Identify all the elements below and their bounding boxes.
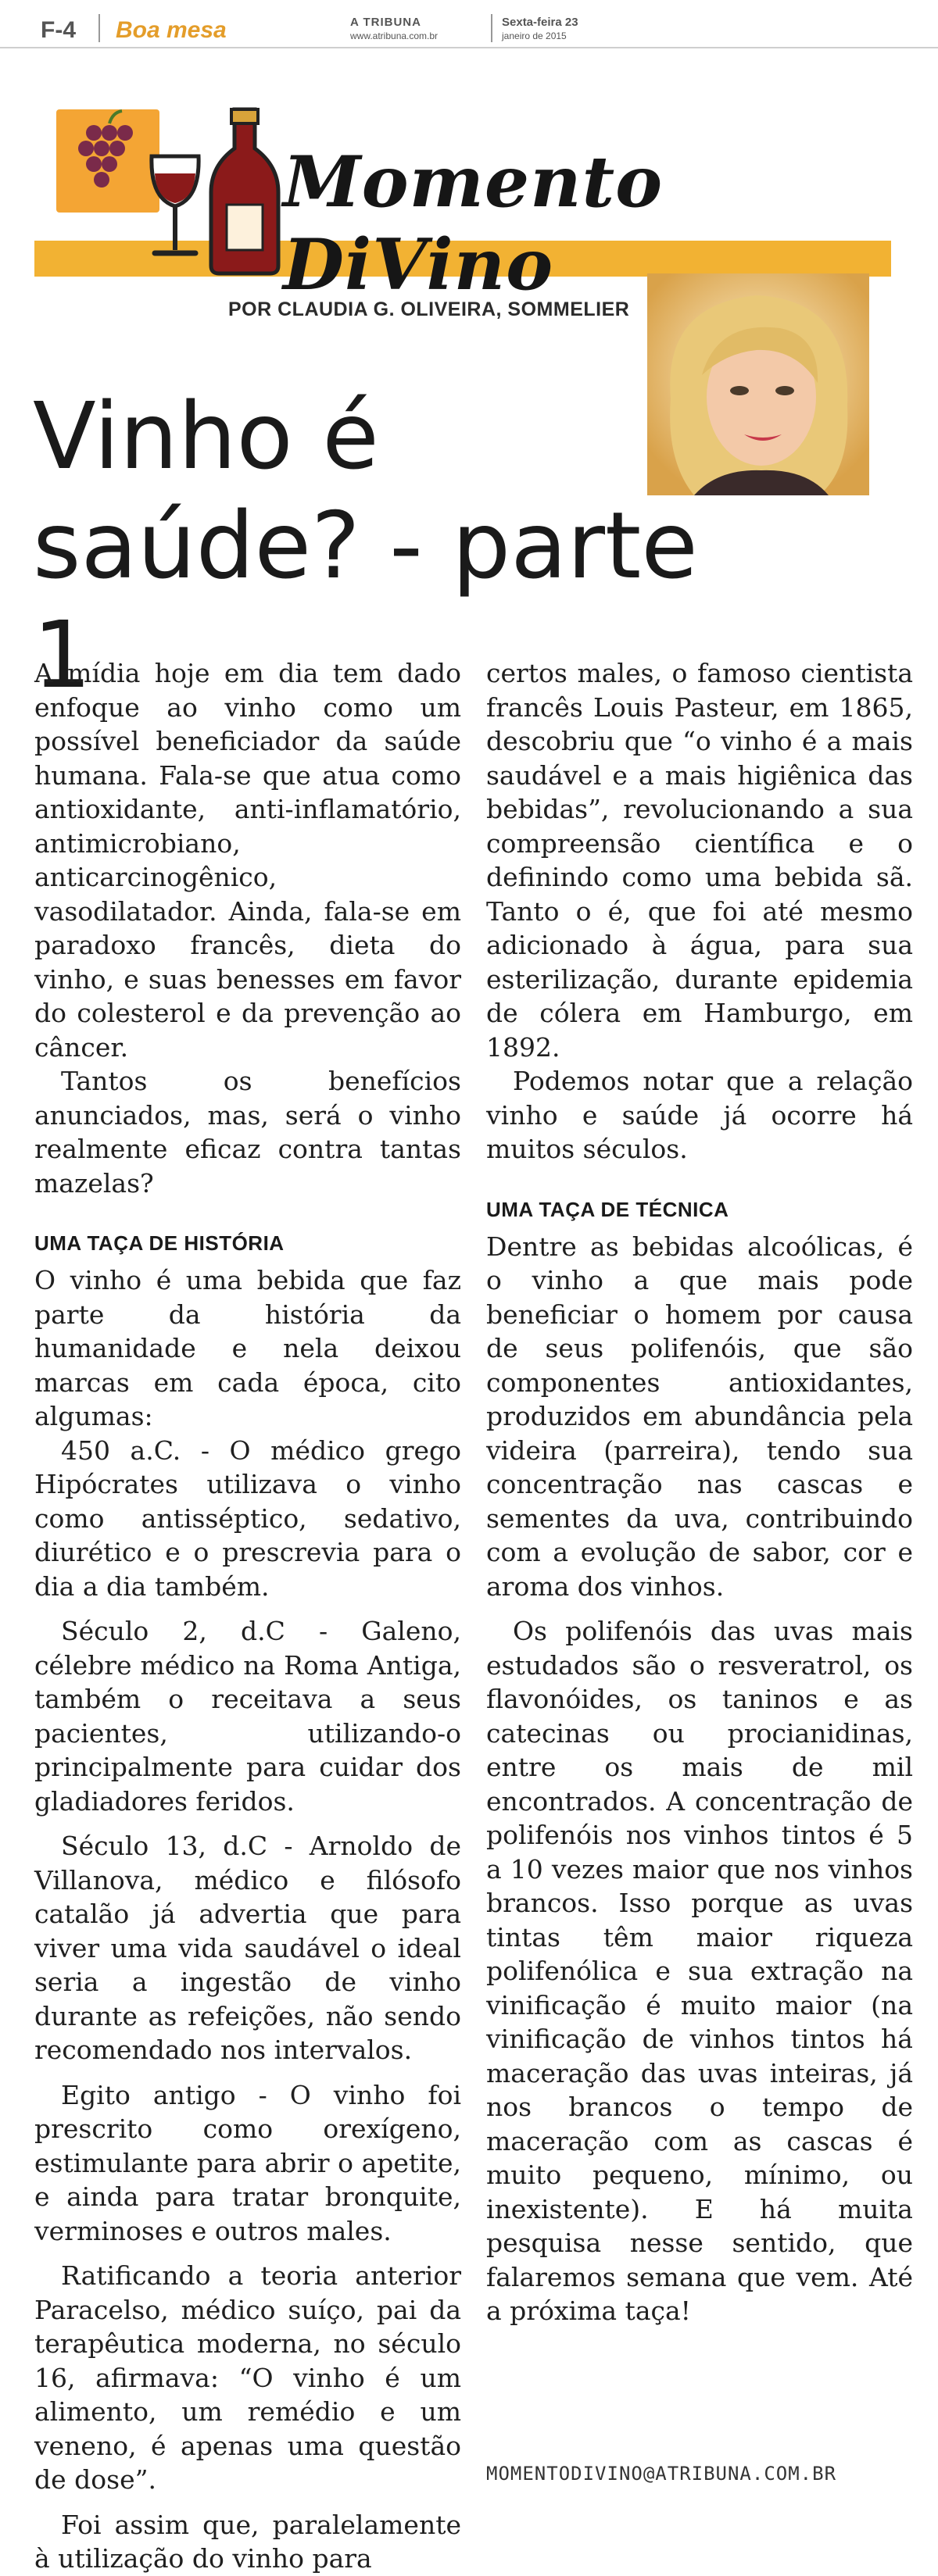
section-name: Boa mesa — [116, 17, 227, 43]
headline-line-2: saúde? - parte 1 — [33, 491, 698, 709]
article-column-left — [34, 656, 461, 2574]
paragraph: Ratificando a teoria anterior Paracelso, médico suíço, pai da terapêutica moderna, no século 16, afirmava: “O vinho é um alimento, um remédio e um veneno, é apenas uma questão de dose”. — [34, 2260, 461, 2495]
paragraph: Dentre as bebidas alcoólicas, é o vinho a que mais pode beneficiar o homem por causa de seus polifenóis, que são componentes antioxidantes, produzidos em abundância pela videira (parreira), tendo sua concentração nas cascas e sementes da uva, contribuindo com a evolução de sabor, cor e aroma dos vinhos. — [486, 1231, 913, 1602]
newspaper-url: www.atribuna.com.br — [350, 30, 439, 41]
article-column-right — [486, 656, 913, 2508]
paragraph: Século 2, d.C - Galeno, célebre médico na Roma Antiga, também o receitava a seus pacientes, utilizando-o principalmente para cuidar dos gladiadores feridos. — [34, 1616, 461, 1817]
date-month-year: janeiro de 2015 — [502, 30, 567, 41]
paragraph: Tantos os benefícios anunciados, mas, será o vinho realmente eficaz contra tantas mazelas? — [34, 1066, 461, 1199]
date-block — [502, 16, 578, 41]
header-rule — [0, 47, 938, 48]
page-number: F-4 — [41, 17, 76, 43]
headline-line-1: Vinho é — [33, 382, 379, 490]
page-header — [0, 0, 938, 48]
byline: POR CLAUDIA G. OLIVEIRA, SOMMELIER — [228, 298, 630, 320]
subheading-history: UMA TAÇA DE HISTÓRIA — [34, 1231, 285, 1255]
paragraph: Os polifenóis das uvas mais estudados são o resveratrol, os flavonóides, os taninos e as catecinas ou procianidinas, entre os mais de mil encontrados. A concentração de polifenóis nos vinhos tintos é 5 a 10 vezes maior que nos vinhos brancos. Isso porque as uvas tintas têm maior riqueza polifenólica e sua extração na vinificação é muito maior (na vinificação de vinhos tintos há maceração das uvas inteiras, já nos brancos o tempo de maceração com as cascas é muito pequeno, mínimo, ou inexistente). E há muita pesquisa nesse sentido, que falaremos semana que vem. Até a próxima taça! — [486, 1616, 913, 2326]
newspaper-name: A TRIBUNA — [350, 16, 421, 29]
paragraph: Podemos notar que a relação vinho e saúde já ocorre há muitos séculos. — [486, 1066, 913, 1164]
header-divider — [98, 14, 100, 42]
paragraph: O vinho é uma bebida que faz parte da história da humanidade e nela deixou marcas em cada época, cito algumas: — [34, 1265, 461, 1431]
paragraph: Foi assim que, paralelamente à utilização do vinho para — [34, 2509, 461, 2574]
date-day: Sexta-feira 23 — [502, 16, 578, 29]
paragraph: Egito antigo - O vinho foi prescrito como orexígeno, estimulante para abrir o apetite, e ainda para tratar bronquite, verminoses e outros males. — [34, 2079, 461, 2246]
header-divider — [491, 14, 492, 42]
wine-illustration-icon — [50, 102, 285, 277]
contact-email[interactable]: MOMENTODIVINO@ATRIBUNA.COM.BR — [486, 2463, 837, 2485]
newspaper-block — [350, 16, 438, 41]
paragraph: Século 13, d.C - Arnoldo de Villanova, médico e filósofo catalão já advertia que para viver uma vida saudável o ideal seria a ingestão de vinho durante as refeições, não sendo recomendado nos intervalos. — [34, 1831, 461, 2065]
column-banner — [34, 102, 891, 306]
subheading-technique: UMA TAÇA DE TÉCNICA — [486, 1197, 729, 1221]
paragraph: certos males, o famoso cientista francês Louis Pasteur, em 1865, descobriu que “o vinho é a mais saudável e a mais higiênica das bebidas”, revolucionando a sua compreensão científica e o definindo como uma bebida sã. Tanto o é, que foi até mesmo adicionado à água, para sua esterilização, durante epidemia de cólera em Hamburgo, em 1892. — [486, 658, 913, 1063]
paragraph: A mídia hoje em dia tem dado enfoque ao vinho como um possível beneficiador da saúde humana. Fala-se que atua como antioxidante, anti-inflamatório, antimicrobiano, anticarcinogênico, vasodilatador. Ainda, fala-se em paradoxo francês, dieta do vinho, e suas benesses em favor do colesterol e da prevenção ao câncer. — [34, 658, 461, 1063]
paragraph: 450 a.C. - O médico grego Hipócrates utilizava o vinho como antisséptico, sedativo, diurético e o prescrevia para o dia a dia também. — [34, 1434, 461, 1602]
column-title: Momento DiVino — [283, 141, 664, 306]
